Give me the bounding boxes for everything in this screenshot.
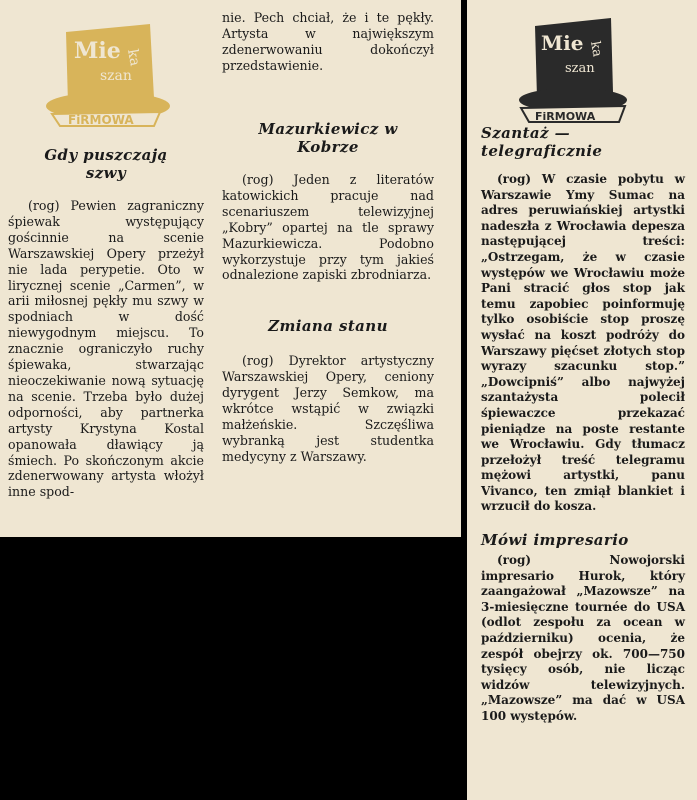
logo-word-szan: szan (565, 61, 595, 76)
logo-banner: FiRMOWA (68, 113, 134, 127)
article-title: Mówi impresario (481, 531, 629, 550)
article-title: Gdy puszczają szwy (44, 146, 168, 182)
article-title: Mazurkiewicz w Kobrze (258, 120, 398, 156)
mieszanka-firmowa-logo (38, 14, 176, 136)
article-szantaz-telegraficznie (481, 124, 685, 725)
logo-banner: FiRMOWA (535, 110, 596, 123)
article-gdy-puszczaja-szwy (8, 146, 204, 534)
article-body: (rog) Pewien zagraniczny śpiewak występujący gościnnie na scenie Warszawskiej Opery przeżył nie lada perypetie. Oto w lirycznej scenie „Carmen”, w arii miłosnej pękły mu szwy w spodniach w dość niewygodnym miejscu. To znacznie ograniczyło ruchy śpiewaka, stwarzając nieoczekiwanie nową sytuację na scenie. Trzeba było dużej odporności, aby partnerka artysty Krystyna Kostal opanowała dławiący ją śmiech. Po skończonym akcie zdenerwowany artysta włożył inne spod- (8, 198, 204, 500)
logo-word-szan: szan (100, 68, 132, 84)
article-title: Zmiana stanu (268, 317, 388, 336)
left-clipping (0, 0, 461, 537)
article-body: (rog) Dyrektor artystyczny Warszawskiej Opery, ceniony dyrygent Jerzy Semkow, ma wkrótce wstąpić w związki małżeńskie. Szczęśliwa wybranką jest studentka medycyny z Warszawy. (222, 353, 434, 464)
article-title: Szantaż — telegraficznie (481, 124, 603, 160)
article-body: (rog) W czasie pobytu w Warszawie Ymy Sumac na adres peruwiańskiej artystki nadeszła z Wrocławia depesza następującej treści: „Ostrzegam, że w czasie występów we Wrocławiu może Pani stracić głos stop jak temu zapobiec poinformuję tylko osobiście stop proszę wysłać na koszt podróży do Warszawy pięćset złotych stop wyrazy szacunku stop.” „Dowcipniś” albo najwyżej szantażysta polecił śpiewaczce przekazać pieniądze na poste restante we Wrocławiu. Gdy tłumacz przełożył treść telegramu mężowi artystki, panu Vivanco, ten zmiął blankiet i wrzucił do kosza. (481, 172, 685, 514)
article-mowi-impresario (481, 531, 685, 725)
article-zmiana-stanu (222, 317, 434, 464)
article-column-2 (222, 10, 434, 465)
logo-word-mie: Mie (541, 31, 584, 55)
right-clipping (467, 0, 697, 800)
logo-word-mie: Mie (74, 38, 121, 64)
article-body: (rog) Jeden z literatów katowickich pracuje nad scenariuszem telewizyjnej „Kobry” opartej na tle sprawy Mazurkiewicza. Podobno wykorzystuje przy tym jakieś odnalezione zapiski zbrodniarza. (222, 172, 434, 283)
logo-word-ka: ka (587, 40, 605, 59)
article-body-continued: nie. Pech chciał, że i te pękły. Artysta w największym zdenerwowaniu dokończył przedstawienie. (222, 10, 434, 73)
logo-word-ka: ka (124, 47, 143, 68)
mieszanka-firmowa-logo (513, 10, 633, 128)
article-body: (rog) Nowojorski impresario Hurok, który zaangażował „Mazowsze” na 3-miesięczne tournée do USA (odlot zespołu za ocean w październiku) ocenia, że zespół obejrzy ok. 700—750 tysięcy osób, nie licząc widzów telewizyjnych. „Mazowsze” ma dać w USA 100 występów. (481, 553, 685, 723)
article-mazurkiewicz-w-kobrze (222, 120, 434, 283)
